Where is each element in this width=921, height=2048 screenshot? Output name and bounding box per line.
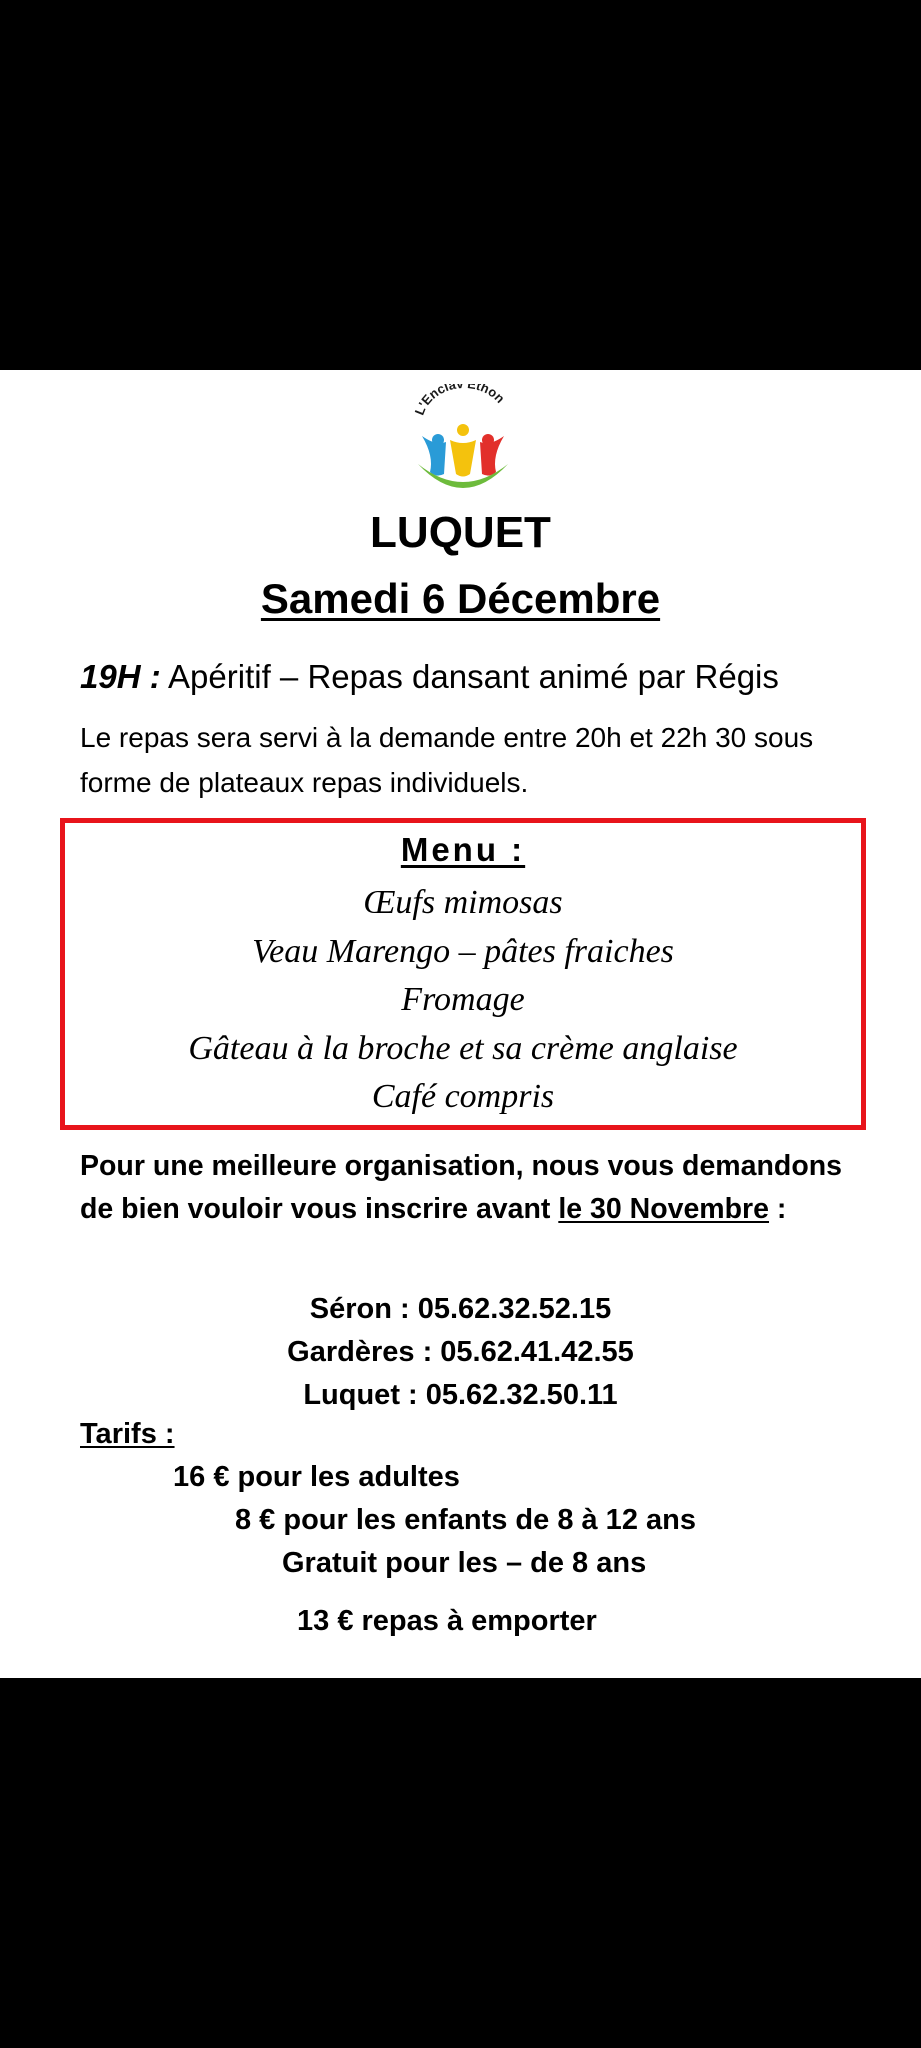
menu-item: Veau Marengo – pâtes fraiches bbox=[252, 932, 674, 970]
enclavethon-logo bbox=[408, 384, 518, 496]
registration-note bbox=[80, 1145, 842, 1231]
flyer-page bbox=[0, 370, 921, 1678]
registration-suffix: : bbox=[769, 1193, 787, 1225]
menu-item: Gâteau à la broche et sa crème anglaise bbox=[188, 1029, 738, 1067]
registration-deadline: le 30 Novembre bbox=[558, 1193, 770, 1225]
menu-item: Œufs mimosas bbox=[363, 884, 563, 921]
contact-phone-garderes: Gardères : 05.62.41.42.55 bbox=[287, 1336, 634, 1368]
program-description: Apéritif – Repas dansant animé par Régis bbox=[160, 658, 779, 695]
price-free: Gratuit pour les – de 8 ans bbox=[282, 1547, 647, 1579]
program-time: 19H : bbox=[80, 658, 161, 695]
contact-phone-seron: Séron : 05.62.32.52.15 bbox=[309, 1293, 612, 1325]
program-line bbox=[80, 658, 779, 696]
price-adults: 16 € pour les adultes bbox=[173, 1461, 460, 1493]
contact-phone-luquet: Luquet : 05.62.32.50.11 bbox=[303, 1379, 618, 1411]
menu-item: Café compris bbox=[371, 1078, 555, 1115]
price-takeaway: 13 € repas à emporter bbox=[297, 1605, 597, 1637]
menu-box bbox=[60, 818, 866, 1130]
event-title: LUQUET bbox=[370, 508, 551, 557]
registration-text: Pour une meilleure organisation, nous vous demandons de bien vouloir vous inscrire avant bbox=[80, 1150, 842, 1225]
contact-list bbox=[0, 1288, 921, 1417]
tarifs-heading: Tarifs : bbox=[80, 1418, 175, 1450]
price-children: 8 € pour les enfants de 8 à 12 ans bbox=[235, 1504, 696, 1536]
service-note: Le repas sera servi à la demande entre 20h et 22h 30 sous forme de plateaux repas individuels. bbox=[80, 722, 814, 798]
menu-item: Fromage bbox=[401, 981, 525, 1018]
menu-title: Menu : bbox=[400, 831, 526, 868]
logo-graphic bbox=[408, 384, 518, 496]
menu-list bbox=[65, 879, 861, 1122]
logo-text: L'Encla Ethon bbox=[411, 384, 508, 418]
event-date: Samedi 6 Décembre bbox=[260, 575, 661, 622]
